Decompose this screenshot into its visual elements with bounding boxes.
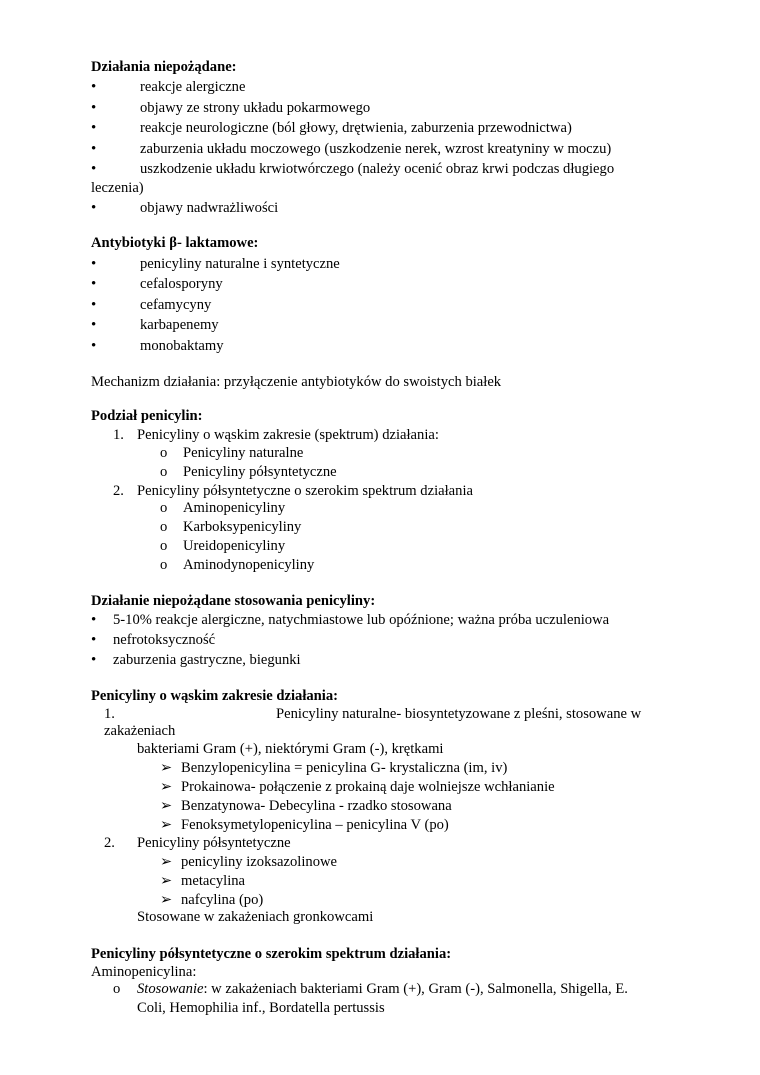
bullet-icon: • [91,161,97,177]
bullet-icon: • [91,120,97,136]
bullet-icon: • [91,276,97,292]
arrow-bullet-icon: ➢ [160,873,173,889]
arrow-bullet-icon: ➢ [160,817,173,833]
list-item: Penicyliny półsyntetyczne o szerokim spektrum działania [137,483,473,499]
section-heading-penicillin-classification: Podział penicylin: [91,408,203,424]
bullet-icon: • [91,632,97,648]
list-item: Prokainowa- połączenie z prokainą daje wolniejsze wchłanianie [181,779,555,795]
circle-bullet-icon: o [160,519,168,535]
circle-bullet-icon: o [160,464,168,480]
circle-bullet-icon: o [160,445,168,461]
circle-bullet-icon: o [160,557,168,573]
list-item: Ureidopenicyliny [183,538,286,554]
list-item: metacylina [181,873,246,889]
use-label: Stosowanie [137,981,204,997]
bullet-icon: • [91,100,97,116]
list-item: Karboksypenicyliny [183,519,302,535]
list-item: Penicyliny półsyntetyczne [137,835,291,851]
bullet-icon: • [91,338,97,354]
arrow-bullet-icon: ➢ [160,854,173,870]
circle-bullet-icon: o [113,981,121,997]
arrow-bullet-icon: ➢ [160,779,173,795]
section-heading-adverse-effects: Działania niepożądane: [91,59,237,75]
subheading-aminopenicillin: Aminopenicylina: [91,964,197,980]
list-item: zaburzenia gastryczne, biegunki [113,652,301,668]
list-item: zaburzenia układu moczowego (uszkodzenie nerek, wzrost kreatyniny w moczu) [140,141,612,157]
section-heading-broad-spectrum: Penicyliny półsyntetyczne o szerokim spektrum działania: [91,946,452,962]
list-item: nafcylina (po) [181,892,264,908]
list-item [137,980,628,998]
list-item: Penicyliny naturalne [183,445,304,461]
section-heading-beta-lactams: Antybiotyki β- laktamowe: [91,235,259,251]
bullet-icon: • [91,141,97,157]
list-number: 2. [104,835,115,851]
list-item: objawy ze strony układu pokarmowego [140,100,371,116]
bullet-icon: • [91,612,97,628]
list-item: objawy nadwrażliwości [140,200,279,216]
list-item: uszkodzenie układu krwiotwórczego (należy ocenić obraz krwi podczas długiego [140,161,615,177]
list-item-continuation: leczenia) [91,180,144,196]
bullet-icon: • [91,297,97,313]
bullet-icon: • [91,652,97,668]
list-number: 1. [104,706,115,722]
list-item: penicyliny naturalne i syntetyczne [140,256,340,272]
list-item: Benzatynowa- Debecylina - rzadko stosowana [181,798,452,814]
list-item: cefamycyny [140,297,212,313]
list-item: Penicyliny naturalne- biosyntetyzowane z pleśni, stosowane w [276,706,642,722]
list-item: reakcje alergiczne [140,79,246,95]
list-number: 1. [113,427,124,443]
arrow-bullet-icon: ➢ [160,892,173,908]
list-item: reakcje neurologiczne (ból głowy, drętwienia, zaburzenia przewodnictwa) [140,120,572,136]
arrow-bullet-icon: ➢ [160,760,173,776]
list-item: 5-10% reakcje alergiczne, natychmiastowe lub opóźnione; ważna próba uczuleniowa [113,612,610,628]
bullet-icon: • [91,200,97,216]
list-item: penicyliny izoksazolinowe [181,854,338,870]
list-item: Fenoksymetylopenicylina – penicylina V (po) [181,817,449,833]
list-item: Aminopenicyliny [183,500,286,516]
bullet-icon: • [91,317,97,333]
circle-bullet-icon: o [160,538,168,554]
circle-bullet-icon: o [160,500,168,516]
list-item-continuation: zakażeniach [104,723,176,739]
list-item-continuation: bakteriami Gram (+), niektórymi Gram (-), krętkami [137,741,444,757]
bullet-icon: • [91,256,97,272]
list-item: monobaktamy [140,338,224,354]
list-item: Penicyliny o wąskim zakresie (spektrum) działania: [137,427,439,443]
list-number: 2. [113,483,124,499]
list-item-continuation: Coli, Hemophilia inf., Bordatella pertussis [137,1000,385,1016]
list-item: karbapenemy [140,317,219,333]
bullet-icon: • [91,79,97,95]
arrow-bullet-icon: ➢ [160,798,173,814]
mechanism-paragraph: Mechanizm działania: przyłączenie antybiotyków do swoistych białek [91,374,502,390]
list-item: Aminodynopenicyliny [183,557,315,573]
use-text: : w zakażeniach bakteriami Gram (+), Gram (-), Salmonella, Shigella, E. [203,981,628,997]
section-heading-narrow-spectrum: Penicyliny o wąskim zakresie działania: [91,688,339,704]
list-item: Penicyliny półsyntetyczne [183,464,337,480]
list-item: nefrotoksyczność [113,632,216,648]
list-item: cefalosporyny [140,276,223,292]
note-text: Stosowane w zakażeniach gronkowcami [137,909,374,925]
list-item: Benzylopenicylina = penicylina G- krystaliczna (im, iv) [181,760,508,776]
section-heading-penicillin-adverse: Działanie niepożądane stosowania penicyliny: [91,593,376,609]
